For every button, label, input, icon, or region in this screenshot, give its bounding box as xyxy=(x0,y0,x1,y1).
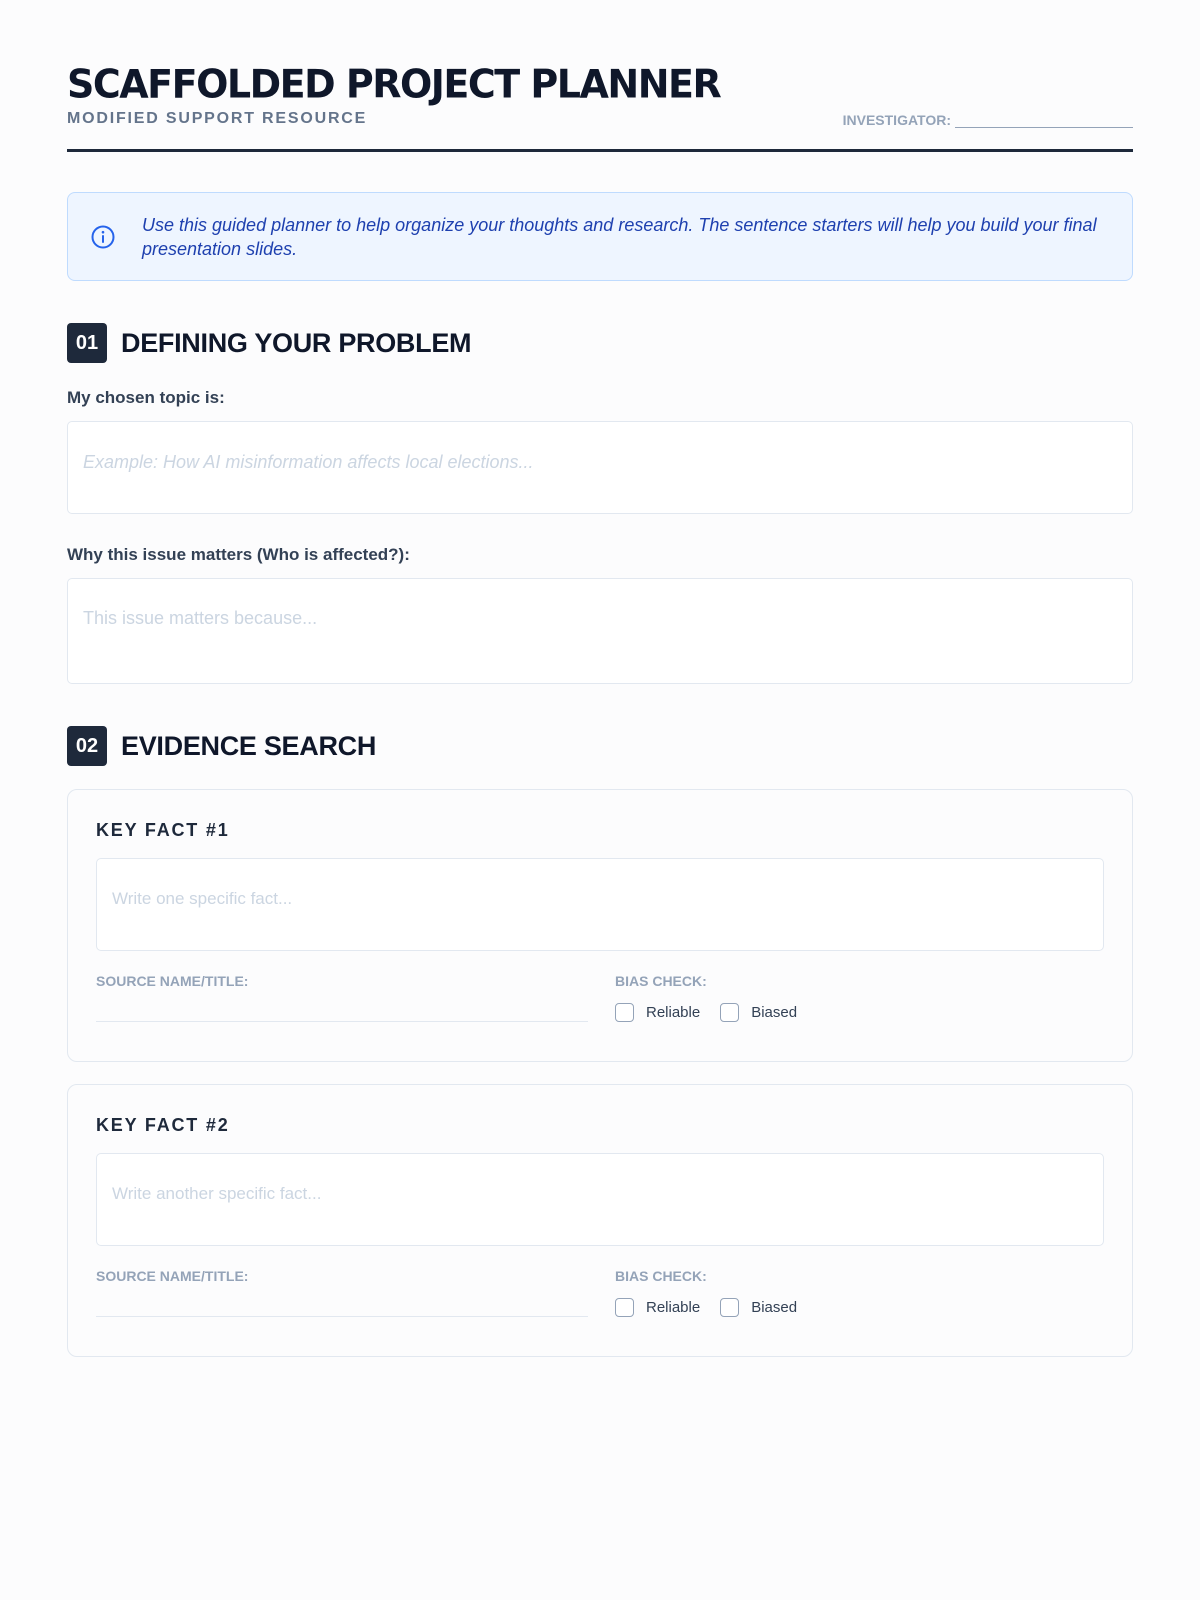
reliable-checkbox[interactable] xyxy=(615,1003,634,1022)
key-fact-details xyxy=(96,1268,1104,1317)
biased-checkbox[interactable] xyxy=(720,1298,739,1317)
reliable-option[interactable] xyxy=(615,1003,700,1022)
topic-placeholder: Example: How AI misinformation affects local elections... xyxy=(83,452,534,472)
info-icon xyxy=(90,224,116,250)
key-fact-input[interactable] xyxy=(96,1153,1104,1246)
section-number: 02 xyxy=(67,726,107,766)
page-header xyxy=(67,0,1133,152)
reliable-checkbox[interactable] xyxy=(615,1298,634,1317)
page-subtitle: MODIFIED SUPPORT RESOURCE xyxy=(67,110,368,127)
page-title: SCAFFOLDED PROJECT PLANNER xyxy=(67,61,721,107)
section-title: DEFINING YOUR PROBLEM xyxy=(121,327,472,358)
biased-checkbox[interactable] xyxy=(720,1003,739,1022)
key-fact-card xyxy=(67,1084,1133,1357)
biased-option[interactable] xyxy=(720,1298,797,1317)
key-fact-input[interactable] xyxy=(96,858,1104,951)
investigator-label: INVESTIGATOR: xyxy=(842,112,951,128)
source-label: SOURCE NAME/TITLE: xyxy=(96,1268,249,1284)
bias-options xyxy=(615,1003,817,1022)
key-fact-details xyxy=(96,973,1104,1022)
reliable-option[interactable] xyxy=(615,1298,700,1317)
investigator-line[interactable] xyxy=(955,114,1133,128)
biased-option[interactable] xyxy=(720,1003,797,1022)
key-fact-title: KEY FACT #1 xyxy=(96,820,230,840)
info-banner xyxy=(67,192,1133,281)
key-fact-placeholder: Write one specific fact... xyxy=(112,889,293,908)
reliable-label: Reliable xyxy=(646,1299,701,1316)
key-fact-card xyxy=(67,789,1133,1062)
biased-label: Biased xyxy=(751,1299,798,1316)
bias-label: BIAS CHECK: xyxy=(615,1268,707,1284)
section-title: EVIDENCE SEARCH xyxy=(121,730,377,761)
why-placeholder: This issue matters because... xyxy=(83,608,318,628)
topic-label: My chosen topic is: xyxy=(67,388,225,407)
section-number: 01 xyxy=(67,323,107,363)
topic-input[interactable] xyxy=(67,421,1133,514)
info-text: Use this guided planner to help organize your thoughts and research. The sentence starters will help you build your final presentation slides. xyxy=(142,214,1097,259)
bias-label: BIAS CHECK: xyxy=(615,973,707,989)
bias-check xyxy=(615,973,817,1022)
key-fact-title: KEY FACT #2 xyxy=(96,1115,230,1135)
bias-check xyxy=(615,1268,817,1317)
source-field xyxy=(96,973,588,1022)
source-label: SOURCE NAME/TITLE: xyxy=(96,973,249,989)
biased-label: Biased xyxy=(751,1004,798,1021)
bias-options xyxy=(615,1298,817,1317)
section-heading-problem xyxy=(67,323,1133,363)
source-input-line[interactable] xyxy=(96,1316,588,1317)
key-fact-placeholder: Write another specific fact... xyxy=(112,1184,322,1203)
why-label: Why this issue matters (Who is affected?): xyxy=(67,545,410,564)
reliable-label: Reliable xyxy=(646,1004,701,1021)
why-input[interactable] xyxy=(67,578,1133,684)
investigator-field[interactable] xyxy=(843,112,1133,128)
source-input-line[interactable] xyxy=(96,1021,588,1022)
source-field xyxy=(96,1268,588,1317)
section-heading-evidence xyxy=(67,726,1133,766)
